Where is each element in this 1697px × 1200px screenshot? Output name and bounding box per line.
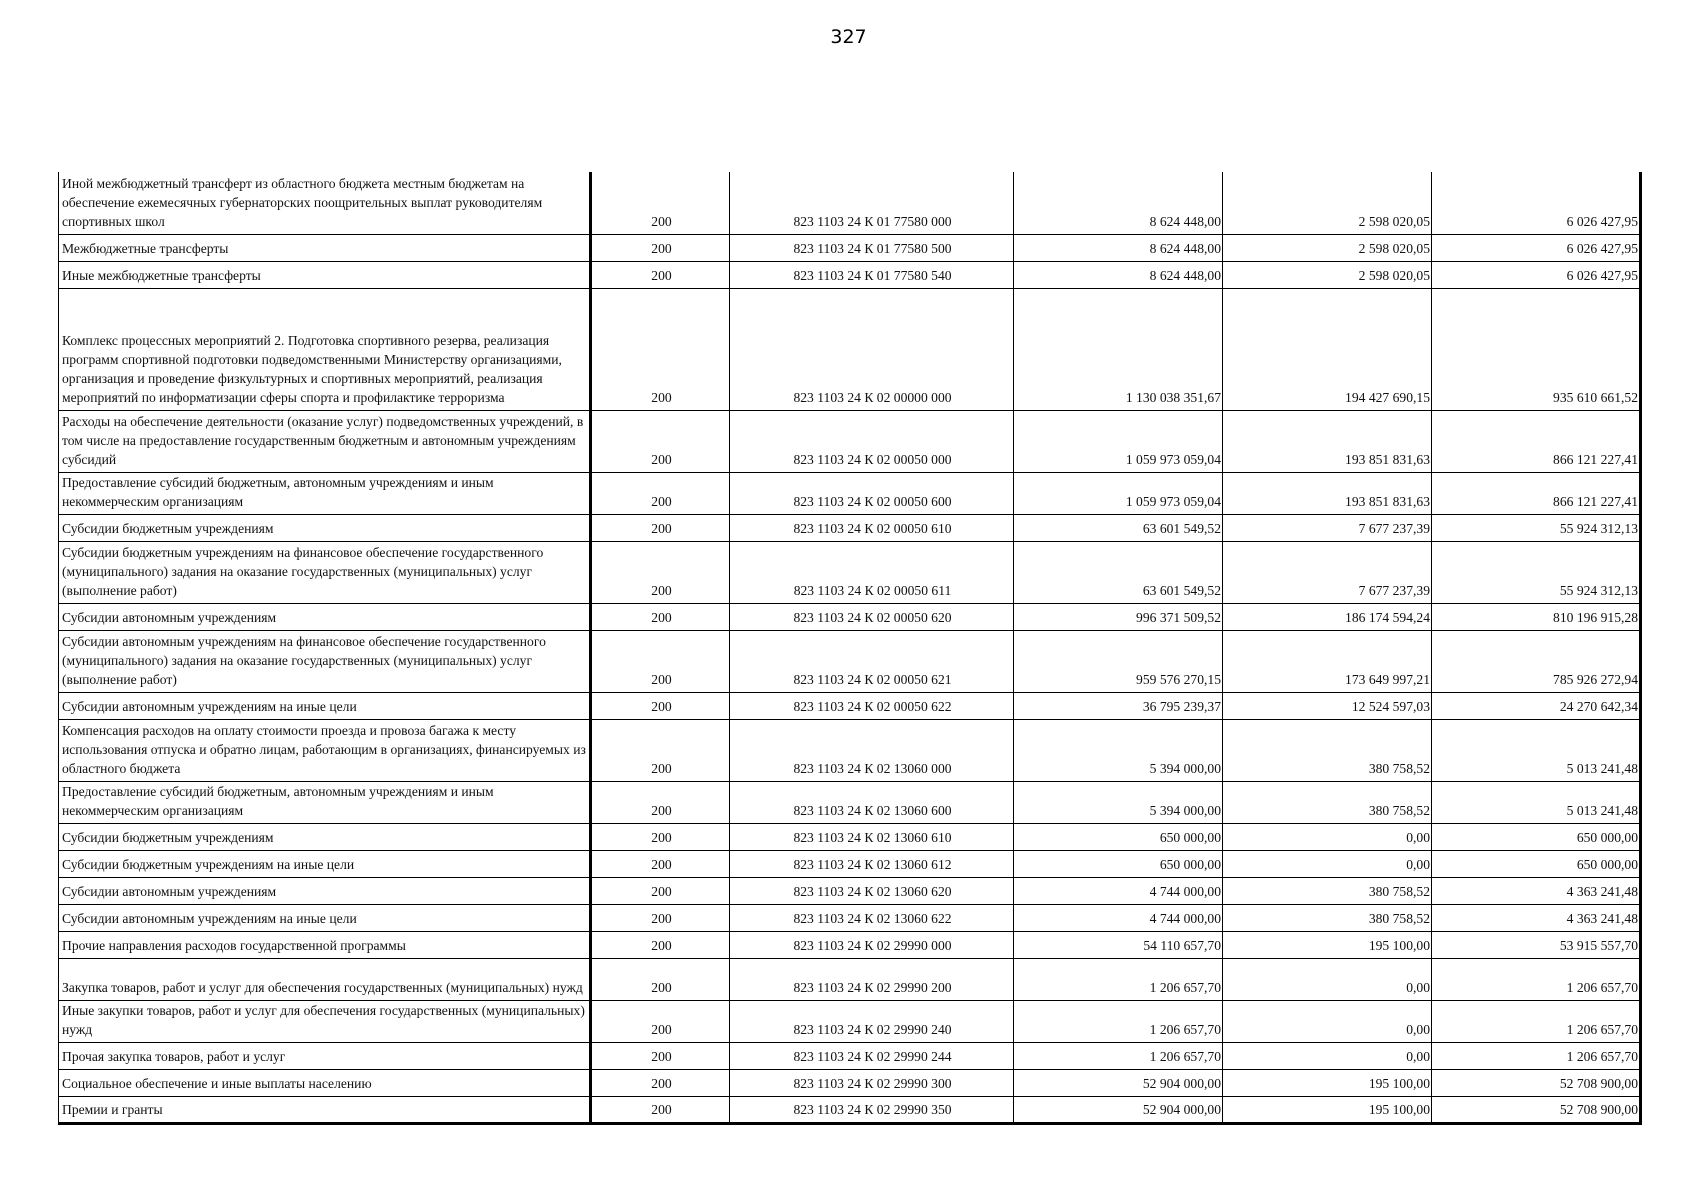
row-name-cell: Предоставление субсидий бюджетным, автономным учреждениям и иным некоммерческим организациям <box>59 472 591 514</box>
row-code-cell: 200 <box>591 1069 730 1096</box>
row-code-cell: 200 <box>591 234 730 261</box>
row-executed-cell: 0,00 <box>1223 1000 1432 1042</box>
row-kbk-cell: 823 1103 24 К 02 00050 622 <box>730 692 1014 719</box>
row-executed-cell: 2 598 020,05 <box>1223 172 1432 234</box>
row-approved-cell: 650 000,00 <box>1014 850 1223 877</box>
row-code-cell: 200 <box>591 1096 730 1123</box>
row-kbk-cell: 823 1103 24 К 02 00050 621 <box>730 630 1014 692</box>
row-approved-cell: 8 624 448,00 <box>1014 261 1223 288</box>
row-approved-cell: 5 394 000,00 <box>1014 719 1223 781</box>
row-code-cell: 200 <box>591 850 730 877</box>
row-remainder-cell: 5 013 241,48 <box>1432 719 1641 781</box>
row-executed-cell: 173 649 997,21 <box>1223 630 1432 692</box>
table-row <box>59 781 1641 823</box>
row-kbk-cell: 823 1103 24 К 02 13060 622 <box>730 904 1014 931</box>
row-kbk-cell: 823 1103 24 К 02 00050 620 <box>730 603 1014 630</box>
row-kbk-cell: 823 1103 24 К 02 00050 000 <box>730 410 1014 472</box>
row-kbk-cell: 823 1103 24 К 01 77580 540 <box>730 261 1014 288</box>
row-executed-cell: 0,00 <box>1223 1042 1432 1069</box>
row-executed-cell: 7 677 237,39 <box>1223 541 1432 603</box>
row-code-cell: 200 <box>591 410 730 472</box>
row-remainder-cell: 935 610 661,52 <box>1432 288 1641 410</box>
row-code-cell: 200 <box>591 823 730 850</box>
row-code-cell: 200 <box>591 904 730 931</box>
row-approved-cell: 1 206 657,70 <box>1014 1000 1223 1042</box>
row-approved-cell: 1 130 038 351,67 <box>1014 288 1223 410</box>
row-kbk-cell: 823 1103 24 К 02 00050 611 <box>730 541 1014 603</box>
row-name-cell: Иные закупки товаров, работ и услуг для обеспечения государственных (муниципальных) нужд <box>59 1000 591 1042</box>
row-code-cell: 200 <box>591 1042 730 1069</box>
row-executed-cell: 380 758,52 <box>1223 781 1432 823</box>
row-approved-cell: 52 904 000,00 <box>1014 1096 1223 1123</box>
table-row <box>59 514 1641 541</box>
row-executed-cell: 0,00 <box>1223 850 1432 877</box>
row-name-cell: Комплекс процессных мероприятий 2. Подготовка спортивного резерва, реализация программ спортивной подготовки подведомственными Министерству организациями, организация и проведение физкультурных и спортивных мероприятий, реализация мероприятий по информатизации сферы спорта и профилактике терроризма <box>59 288 591 410</box>
row-name-cell: Субсидии автономным учреждениям на финансовое обеспечение государственного (муниципального) задания на оказание государственных (муниципальных) услуг (выполнение работ) <box>59 630 591 692</box>
table-row <box>59 1042 1641 1069</box>
row-kbk-cell: 823 1103 24 К 01 77580 000 <box>730 172 1014 234</box>
table-row <box>59 692 1641 719</box>
row-executed-cell: 193 851 831,63 <box>1223 410 1432 472</box>
row-name-cell: Субсидии автономным учреждениям <box>59 603 591 630</box>
row-remainder-cell: 6 026 427,95 <box>1432 172 1641 234</box>
table-row <box>59 823 1641 850</box>
row-code-cell: 200 <box>591 541 730 603</box>
row-approved-cell: 650 000,00 <box>1014 823 1223 850</box>
row-remainder-cell: 5 013 241,48 <box>1432 781 1641 823</box>
row-approved-cell: 63 601 549,52 <box>1014 514 1223 541</box>
table-row <box>59 410 1641 472</box>
row-kbk-cell: 823 1103 24 К 02 29990 244 <box>730 1042 1014 1069</box>
row-name-cell: Субсидии бюджетным учреждениям <box>59 823 591 850</box>
row-remainder-cell: 52 708 900,00 <box>1432 1069 1641 1096</box>
row-remainder-cell: 4 363 241,48 <box>1432 877 1641 904</box>
row-code-cell: 200 <box>591 172 730 234</box>
row-executed-cell: 195 100,00 <box>1223 931 1432 958</box>
row-kbk-cell: 823 1103 24 К 02 00000 000 <box>730 288 1014 410</box>
row-remainder-cell: 866 121 227,41 <box>1432 472 1641 514</box>
table-row <box>59 1069 1641 1096</box>
row-name-cell: Субсидии бюджетным учреждениям <box>59 514 591 541</box>
row-remainder-cell: 24 270 642,34 <box>1432 692 1641 719</box>
row-kbk-cell: 823 1103 24 К 01 77580 500 <box>730 234 1014 261</box>
row-name-cell: Прочие направления расходов государственной программы <box>59 931 591 958</box>
row-approved-cell: 52 904 000,00 <box>1014 1069 1223 1096</box>
row-executed-cell: 380 758,52 <box>1223 877 1432 904</box>
row-kbk-cell: 823 1103 24 К 02 00050 600 <box>730 472 1014 514</box>
table-row <box>59 877 1641 904</box>
row-remainder-cell: 55 924 312,13 <box>1432 541 1641 603</box>
row-executed-cell: 12 524 597,03 <box>1223 692 1432 719</box>
row-remainder-cell: 6 026 427,95 <box>1432 234 1641 261</box>
table-row <box>59 541 1641 603</box>
row-code-cell: 200 <box>591 472 730 514</box>
row-name-cell: Прочая закупка товаров, работ и услуг <box>59 1042 591 1069</box>
row-code-cell: 200 <box>591 931 730 958</box>
row-name-cell: Премии и гранты <box>59 1096 591 1123</box>
row-kbk-cell: 823 1103 24 К 02 29990 240 <box>730 1000 1014 1042</box>
row-executed-cell: 186 174 594,24 <box>1223 603 1432 630</box>
row-name-cell: Иной межбюджетный трансферт из областного бюджета местным бюджетам на обеспечение ежемесячных губернаторских поощрительных выплат руководителям спортивных школ <box>59 172 591 234</box>
row-code-cell: 200 <box>591 261 730 288</box>
table-row <box>59 261 1641 288</box>
row-kbk-cell: 823 1103 24 К 02 13060 612 <box>730 850 1014 877</box>
row-executed-cell: 380 758,52 <box>1223 904 1432 931</box>
row-approved-cell: 63 601 549,52 <box>1014 541 1223 603</box>
expenditure-table <box>58 172 1642 1125</box>
row-remainder-cell: 53 915 557,70 <box>1432 931 1641 958</box>
table-row <box>59 288 1641 410</box>
table-row <box>59 719 1641 781</box>
row-approved-cell: 996 371 509,52 <box>1014 603 1223 630</box>
row-executed-cell: 0,00 <box>1223 958 1432 1000</box>
row-approved-cell: 8 624 448,00 <box>1014 234 1223 261</box>
row-name-cell: Субсидии автономным учреждениям на иные цели <box>59 692 591 719</box>
row-remainder-cell: 1 206 657,70 <box>1432 1042 1641 1069</box>
row-name-cell: Иные межбюджетные трансферты <box>59 261 591 288</box>
row-kbk-cell: 823 1103 24 К 02 29990 000 <box>730 931 1014 958</box>
row-remainder-cell: 785 926 272,94 <box>1432 630 1641 692</box>
table-row <box>59 1000 1641 1042</box>
row-name-cell: Субсидии бюджетным учреждениям на иные цели <box>59 850 591 877</box>
row-remainder-cell: 1 206 657,70 <box>1432 958 1641 1000</box>
page-number: 327 <box>830 26 867 48</box>
row-name-cell: Расходы на обеспечение деятельности (оказание услуг) подведомственных учреждений, в том числе на предоставление государственным бюджетным и автономным учреждениям субсидий <box>59 410 591 472</box>
row-name-cell: Субсидии автономным учреждениям <box>59 877 591 904</box>
row-approved-cell: 1 059 973 059,04 <box>1014 410 1223 472</box>
row-executed-cell: 2 598 020,05 <box>1223 261 1432 288</box>
row-kbk-cell: 823 1103 24 К 02 13060 620 <box>730 877 1014 904</box>
row-approved-cell: 4 744 000,00 <box>1014 877 1223 904</box>
row-kbk-cell: 823 1103 24 К 02 29990 200 <box>730 958 1014 1000</box>
table-body <box>59 172 1641 1123</box>
row-approved-cell: 1 206 657,70 <box>1014 1042 1223 1069</box>
row-kbk-cell: 823 1103 24 К 02 13060 610 <box>730 823 1014 850</box>
row-executed-cell: 2 598 020,05 <box>1223 234 1432 261</box>
table-row <box>59 931 1641 958</box>
table-row <box>59 904 1641 931</box>
row-name-cell: Межбюджетные трансферты <box>59 234 591 261</box>
table-row <box>59 958 1641 1000</box>
row-code-cell: 200 <box>591 288 730 410</box>
row-kbk-cell: 823 1103 24 К 02 29990 300 <box>730 1069 1014 1096</box>
row-remainder-cell: 55 924 312,13 <box>1432 514 1641 541</box>
table-row <box>59 472 1641 514</box>
row-code-cell: 200 <box>591 781 730 823</box>
row-name-cell: Социальное обеспечение и иные выплаты населению <box>59 1069 591 1096</box>
row-name-cell: Субсидии автономным учреждениям на иные цели <box>59 904 591 931</box>
row-name-cell: Субсидии бюджетным учреждениям на финансовое обеспечение государственного (муниципального) задания на оказание государственных (муниципальных) услуг (выполнение работ) <box>59 541 591 603</box>
row-name-cell: Предоставление субсидий бюджетным, автономным учреждениям и иным некоммерческим организациям <box>59 781 591 823</box>
row-code-cell: 200 <box>591 603 730 630</box>
row-remainder-cell: 650 000,00 <box>1432 823 1641 850</box>
row-kbk-cell: 823 1103 24 К 02 13060 000 <box>730 719 1014 781</box>
row-name-cell: Закупка товаров, работ и услуг для обеспечения государственных (муниципальных) нужд <box>59 958 591 1000</box>
row-executed-cell: 380 758,52 <box>1223 719 1432 781</box>
row-code-cell: 200 <box>591 692 730 719</box>
row-remainder-cell: 1 206 657,70 <box>1432 1000 1641 1042</box>
table-row <box>59 234 1641 261</box>
row-executed-cell: 7 677 237,39 <box>1223 514 1432 541</box>
row-approved-cell: 959 576 270,15 <box>1014 630 1223 692</box>
row-executed-cell: 0,00 <box>1223 823 1432 850</box>
row-executed-cell: 194 427 690,15 <box>1223 288 1432 410</box>
row-approved-cell: 1 059 973 059,04 <box>1014 472 1223 514</box>
row-code-cell: 200 <box>591 958 730 1000</box>
table-row <box>59 603 1641 630</box>
row-kbk-cell: 823 1103 24 К 02 13060 600 <box>730 781 1014 823</box>
row-remainder-cell: 866 121 227,41 <box>1432 410 1641 472</box>
row-executed-cell: 195 100,00 <box>1223 1069 1432 1096</box>
row-code-cell: 200 <box>591 630 730 692</box>
row-remainder-cell: 650 000,00 <box>1432 850 1641 877</box>
row-approved-cell: 4 744 000,00 <box>1014 904 1223 931</box>
row-approved-cell: 5 394 000,00 <box>1014 781 1223 823</box>
table-row <box>59 630 1641 692</box>
row-kbk-cell: 823 1103 24 К 02 00050 610 <box>730 514 1014 541</box>
row-remainder-cell: 4 363 241,48 <box>1432 904 1641 931</box>
row-approved-cell: 1 206 657,70 <box>1014 958 1223 1000</box>
row-code-cell: 200 <box>591 877 730 904</box>
row-remainder-cell: 52 708 900,00 <box>1432 1096 1641 1123</box>
row-approved-cell: 54 110 657,70 <box>1014 931 1223 958</box>
table-row <box>59 172 1641 234</box>
row-remainder-cell: 810 196 915,28 <box>1432 603 1641 630</box>
row-executed-cell: 193 851 831,63 <box>1223 472 1432 514</box>
row-code-cell: 200 <box>591 719 730 781</box>
table-row <box>59 1096 1641 1123</box>
row-executed-cell: 195 100,00 <box>1223 1096 1432 1123</box>
row-name-cell: Компенсация расходов на оплату стоимости проезда и провоза багажа к месту использования отпуска и обратно лицам, работающим в организациях, финансируемых из областного бюджета <box>59 719 591 781</box>
row-approved-cell: 8 624 448,00 <box>1014 172 1223 234</box>
row-approved-cell: 36 795 239,37 <box>1014 692 1223 719</box>
row-code-cell: 200 <box>591 1000 730 1042</box>
table-row <box>59 850 1641 877</box>
row-remainder-cell: 6 026 427,95 <box>1432 261 1641 288</box>
row-kbk-cell: 823 1103 24 К 02 29990 350 <box>730 1096 1014 1123</box>
row-code-cell: 200 <box>591 514 730 541</box>
